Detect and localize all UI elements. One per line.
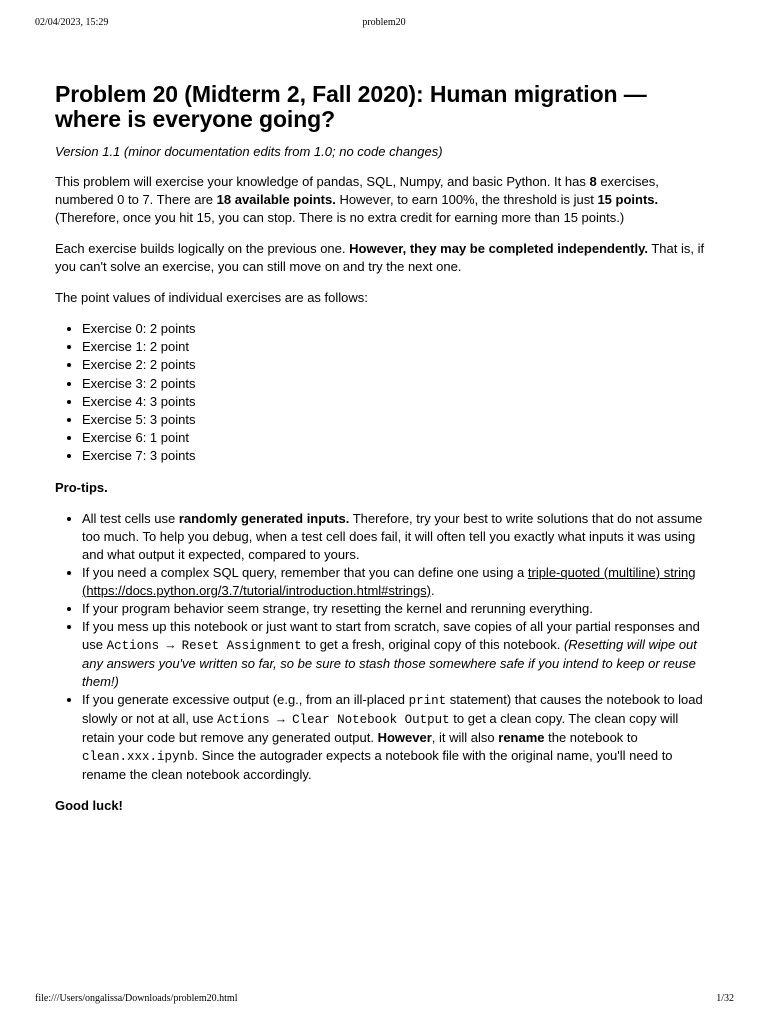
- protips-list: [55, 510, 713, 784]
- tip-random-inputs: • All test cells use randomly generated inputs. Therefore, try your best to write solutions that do not assume too much. To help you debug, when a test cell does fail, it will often tell you exactly what inputs it was using and what output it expected, compared to yours.: [82, 510, 713, 564]
- list-item: • Exercise 0: 2 points: [82, 320, 713, 338]
- tip-reset-assignment: • If you mess up this notebook or just want to start from scratch, save copies of all your partial responses and use Actions → Reset Assignment to get a fresh, original copy of this notebook. (Resetting will wipe out any answers you've written so far, so be sure to stash those somewhere safe if you intend to keep or reuse them!): [82, 618, 713, 691]
- list-item: • Exercise 3: 2 points: [82, 375, 713, 393]
- intro-paragraph: This problem will exercise your knowledge of pandas, SQL, Numpy, and basic Python. It has 8 exercises, numbered 0 to 7. There are 18 available points. However, to earn 100%, the threshold is just 15 points. (Therefore, once you hit 15, you can stop. There is no extra credit for earning more than 15 points.): [55, 174, 659, 225]
- clear-output-code: Actions → Clear Notebook Output: [217, 712, 450, 727]
- tip-reset-kernel: • If your program behavior seem strange, try resetting the kernel and rerunning everything.: [82, 600, 713, 618]
- reset-assignment-code: Actions → Reset Assignment: [106, 638, 302, 653]
- num-exercises: 8: [589, 174, 597, 189]
- print-datetime: 02/04/2023, 15:29: [35, 17, 109, 28]
- points-intro: The point values of individual exercises are as follows:: [55, 290, 368, 305]
- protips-heading: Pro-tips.: [55, 479, 108, 495]
- available-points: 18 available points.: [216, 192, 336, 207]
- print-header: [0, 17, 768, 31]
- tip-clear-output: • If you generate excessive output (e.g., from an ill-placed print statement) that causes the notebook to load slowly or not at all, use Actions → Clear Notebook Output to get a clean copy. The clean copy will retain your code but remove any generated output. However, it will also rename the notebook to clean.xxx.ipynb. Since the autograder expects a notebook file with the original name, you'll need to rename the clean notebook accordingly.: [82, 691, 713, 784]
- print-doc-title: problem20: [362, 17, 406, 28]
- clean-filename-code: clean.xxx.ipynb: [82, 749, 195, 764]
- threshold-points: 15 points.: [597, 192, 659, 207]
- closing-note: Good luck!: [55, 797, 123, 813]
- tip-sql-strings: • If you need a complex SQL query, remember that you can define one using a triple-quoted (multiline) string (https://docs.python.org/3.7/tutorial/introduction.html#strings).: [82, 564, 713, 600]
- print-code: print: [408, 693, 447, 708]
- exercise-points-list: [55, 320, 713, 466]
- list-item: • Exercise 2: 2 points: [82, 356, 713, 374]
- list-item: • Exercise 7: 3 points: [82, 447, 713, 465]
- print-page-number: 1/32: [716, 993, 734, 1004]
- list-item: • Exercise 4: 3 points: [82, 393, 713, 411]
- print-file-path: file:///Users/ongalissa/Downloads/problem20.html: [35, 993, 238, 1004]
- independent-note: However, they may be completed independently.: [349, 241, 648, 256]
- notebook-content: [55, 82, 713, 828]
- list-item: • Exercise 1: 2 point: [82, 338, 713, 356]
- print-footer: [0, 993, 768, 1007]
- version-note: Version 1.1 (minor documentation edits from 1.0; no code changes): [55, 144, 443, 159]
- page-title: Problem 20 (Midterm 2, Fall 2020): Human migration — where is everyone going?: [55, 81, 647, 132]
- triple-quoted-link[interactable]: triple-quoted (multiline) string (https://docs.python.org/3.7/tutorial/introduction.html#strings): [82, 564, 696, 598]
- list-item: • Exercise 6: 1 point: [82, 429, 713, 447]
- list-item: • Exercise 5: 3 points: [82, 411, 713, 429]
- logic-paragraph: Each exercise builds logically on the previous one. However, they may be completed independently. That is, if you can't solve an exercise, you can still move on and try the next one.: [55, 241, 705, 274]
